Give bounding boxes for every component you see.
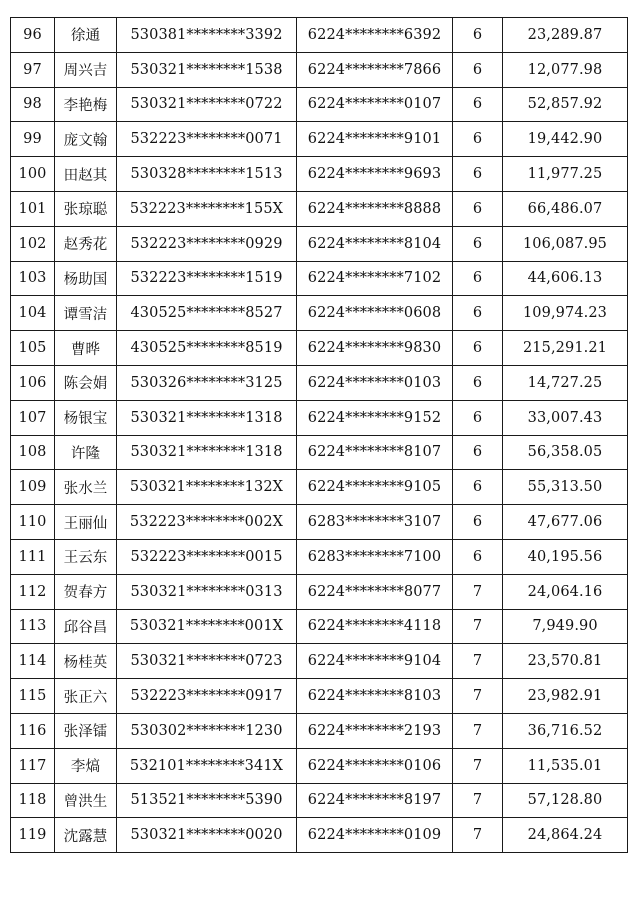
name-cell: 徐通 xyxy=(55,18,117,53)
group-cell: 6 xyxy=(453,470,503,505)
amount-cell: 23,570.81 xyxy=(503,644,628,679)
card-number-cell: 6224********0608 xyxy=(297,296,453,331)
id-number-cell: 530321********001X xyxy=(117,609,297,644)
id-number-cell: 532223********0929 xyxy=(117,226,297,261)
table-row xyxy=(11,679,628,714)
group-cell: 6 xyxy=(453,191,503,226)
card-number-cell: 6224********2193 xyxy=(297,713,453,748)
table-row xyxy=(11,609,628,644)
table-row xyxy=(11,226,628,261)
name-cell: 李熇 xyxy=(55,748,117,783)
name-cell: 张泽镭 xyxy=(55,713,117,748)
card-number-cell: 6224********8103 xyxy=(297,679,453,714)
row-number-cell: 101 xyxy=(11,191,55,226)
name-cell: 王云东 xyxy=(55,539,117,574)
name-cell: 周兴吉 xyxy=(55,52,117,87)
amount-cell: 12,077.98 xyxy=(503,52,628,87)
group-cell: 6 xyxy=(453,52,503,87)
id-number-cell: 532223********0015 xyxy=(117,539,297,574)
row-number-cell: 106 xyxy=(11,365,55,400)
card-number-cell: 6224********9105 xyxy=(297,470,453,505)
card-number-cell: 6224********9152 xyxy=(297,400,453,435)
group-cell: 6 xyxy=(453,539,503,574)
table-row xyxy=(11,818,628,853)
card-number-cell: 6224********8107 xyxy=(297,435,453,470)
table-row xyxy=(11,261,628,296)
id-number-cell: 430525********8527 xyxy=(117,296,297,331)
roster-table xyxy=(10,17,628,853)
id-number-cell: 530328********1513 xyxy=(117,157,297,192)
table-row xyxy=(11,331,628,366)
id-number-cell: 530321********132X xyxy=(117,470,297,505)
row-number-cell: 107 xyxy=(11,400,55,435)
id-number-cell: 530321********1318 xyxy=(117,435,297,470)
table-row xyxy=(11,122,628,157)
table-row xyxy=(11,400,628,435)
name-cell: 陈会娟 xyxy=(55,365,117,400)
amount-cell: 23,289.87 xyxy=(503,18,628,53)
amount-cell: 66,486.07 xyxy=(503,191,628,226)
table-row xyxy=(11,470,628,505)
table-row xyxy=(11,157,628,192)
id-number-cell: 530326********3125 xyxy=(117,365,297,400)
amount-cell: 109,974.23 xyxy=(503,296,628,331)
group-cell: 6 xyxy=(453,157,503,192)
card-number-cell: 6224********7102 xyxy=(297,261,453,296)
name-cell: 杨桂英 xyxy=(55,644,117,679)
table-row xyxy=(11,783,628,818)
id-number-cell: 530321********0722 xyxy=(117,87,297,122)
group-cell: 7 xyxy=(453,609,503,644)
id-number-cell: 430525********8519 xyxy=(117,331,297,366)
name-cell: 谭雪洁 xyxy=(55,296,117,331)
name-cell: 曹晔 xyxy=(55,331,117,366)
name-cell: 王丽仙 xyxy=(55,505,117,540)
row-number-cell: 102 xyxy=(11,226,55,261)
name-cell: 邱谷昌 xyxy=(55,609,117,644)
card-number-cell: 6224********8888 xyxy=(297,191,453,226)
id-number-cell: 532223********002X xyxy=(117,505,297,540)
amount-cell: 11,977.25 xyxy=(503,157,628,192)
id-number-cell: 530321********0020 xyxy=(117,818,297,853)
card-number-cell: 6224********4118 xyxy=(297,609,453,644)
amount-cell: 23,982.91 xyxy=(503,679,628,714)
roster-body xyxy=(11,18,628,853)
card-number-cell: 6224********8104 xyxy=(297,226,453,261)
name-cell: 张正六 xyxy=(55,679,117,714)
row-number-cell: 119 xyxy=(11,818,55,853)
amount-cell: 19,442.90 xyxy=(503,122,628,157)
group-cell: 7 xyxy=(453,783,503,818)
name-cell: 张琼聪 xyxy=(55,191,117,226)
group-cell: 6 xyxy=(453,400,503,435)
card-number-cell: 6224********0106 xyxy=(297,748,453,783)
table-row xyxy=(11,505,628,540)
table-row xyxy=(11,435,628,470)
table-row xyxy=(11,748,628,783)
card-number-cell: 6224********9101 xyxy=(297,122,453,157)
id-number-cell: 513521********5390 xyxy=(117,783,297,818)
amount-cell: 14,727.25 xyxy=(503,365,628,400)
card-number-cell: 6224********0103 xyxy=(297,365,453,400)
group-cell: 7 xyxy=(453,818,503,853)
group-cell: 7 xyxy=(453,644,503,679)
table-row xyxy=(11,644,628,679)
card-number-cell: 6224********0109 xyxy=(297,818,453,853)
row-number-cell: 118 xyxy=(11,783,55,818)
group-cell: 6 xyxy=(453,435,503,470)
amount-cell: 57,128.80 xyxy=(503,783,628,818)
row-number-cell: 105 xyxy=(11,331,55,366)
group-cell: 7 xyxy=(453,748,503,783)
card-number-cell: 6224********7866 xyxy=(297,52,453,87)
amount-cell: 40,195.56 xyxy=(503,539,628,574)
row-number-cell: 97 xyxy=(11,52,55,87)
card-number-cell: 6224********8077 xyxy=(297,574,453,609)
table-row xyxy=(11,87,628,122)
id-number-cell: 532101********341X xyxy=(117,748,297,783)
table-row xyxy=(11,18,628,53)
card-number-cell: 6283********3107 xyxy=(297,505,453,540)
id-number-cell: 530321********0313 xyxy=(117,574,297,609)
amount-cell: 52,857.92 xyxy=(503,87,628,122)
group-cell: 6 xyxy=(453,261,503,296)
amount-cell: 24,864.24 xyxy=(503,818,628,853)
table-row xyxy=(11,365,628,400)
group-cell: 6 xyxy=(453,365,503,400)
row-number-cell: 108 xyxy=(11,435,55,470)
row-number-cell: 109 xyxy=(11,470,55,505)
card-number-cell: 6224********6392 xyxy=(297,18,453,53)
amount-cell: 55,313.50 xyxy=(503,470,628,505)
table-row xyxy=(11,713,628,748)
amount-cell: 33,007.43 xyxy=(503,400,628,435)
card-number-cell: 6224********9104 xyxy=(297,644,453,679)
id-number-cell: 530321********1318 xyxy=(117,400,297,435)
group-cell: 6 xyxy=(453,122,503,157)
card-number-cell: 6224********8197 xyxy=(297,783,453,818)
id-number-cell: 532223********0917 xyxy=(117,679,297,714)
group-cell: 7 xyxy=(453,574,503,609)
row-number-cell: 115 xyxy=(11,679,55,714)
row-number-cell: 113 xyxy=(11,609,55,644)
group-cell: 6 xyxy=(453,226,503,261)
table-row xyxy=(11,52,628,87)
name-cell: 张水兰 xyxy=(55,470,117,505)
amount-cell: 36,716.52 xyxy=(503,713,628,748)
name-cell: 杨银宝 xyxy=(55,400,117,435)
amount-cell: 11,535.01 xyxy=(503,748,628,783)
card-number-cell: 6224********0107 xyxy=(297,87,453,122)
id-number-cell: 530381********3392 xyxy=(117,18,297,53)
id-number-cell: 530321********0723 xyxy=(117,644,297,679)
group-cell: 6 xyxy=(453,296,503,331)
group-cell: 7 xyxy=(453,713,503,748)
name-cell: 田赵其 xyxy=(55,157,117,192)
amount-cell: 7,949.90 xyxy=(503,609,628,644)
amount-cell: 47,677.06 xyxy=(503,505,628,540)
card-number-cell: 6224********9830 xyxy=(297,331,453,366)
name-cell: 沈露慧 xyxy=(55,818,117,853)
row-number-cell: 110 xyxy=(11,505,55,540)
table-row xyxy=(11,191,628,226)
name-cell: 许隆 xyxy=(55,435,117,470)
amount-cell: 215,291.21 xyxy=(503,331,628,366)
group-cell: 6 xyxy=(453,87,503,122)
card-number-cell: 6224********9693 xyxy=(297,157,453,192)
row-number-cell: 114 xyxy=(11,644,55,679)
row-number-cell: 104 xyxy=(11,296,55,331)
name-cell: 李艳梅 xyxy=(55,87,117,122)
row-number-cell: 117 xyxy=(11,748,55,783)
id-number-cell: 530302********1230 xyxy=(117,713,297,748)
row-number-cell: 100 xyxy=(11,157,55,192)
amount-cell: 106,087.95 xyxy=(503,226,628,261)
name-cell: 庞文翰 xyxy=(55,122,117,157)
group-cell: 6 xyxy=(453,18,503,53)
group-cell: 7 xyxy=(453,679,503,714)
id-number-cell: 530321********1538 xyxy=(117,52,297,87)
name-cell: 赵秀花 xyxy=(55,226,117,261)
row-number-cell: 98 xyxy=(11,87,55,122)
row-number-cell: 111 xyxy=(11,539,55,574)
table-row xyxy=(11,296,628,331)
id-number-cell: 532223********1519 xyxy=(117,261,297,296)
row-number-cell: 99 xyxy=(11,122,55,157)
amount-cell: 56,358.05 xyxy=(503,435,628,470)
amount-cell: 24,064.16 xyxy=(503,574,628,609)
id-number-cell: 532223********155X xyxy=(117,191,297,226)
group-cell: 6 xyxy=(453,331,503,366)
name-cell: 贺春方 xyxy=(55,574,117,609)
id-number-cell: 532223********0071 xyxy=(117,122,297,157)
row-number-cell: 103 xyxy=(11,261,55,296)
table-row xyxy=(11,539,628,574)
group-cell: 6 xyxy=(453,505,503,540)
row-number-cell: 96 xyxy=(11,18,55,53)
card-number-cell: 6283********7100 xyxy=(297,539,453,574)
name-cell: 杨助国 xyxy=(55,261,117,296)
name-cell: 曾洪生 xyxy=(55,783,117,818)
row-number-cell: 112 xyxy=(11,574,55,609)
table-row xyxy=(11,574,628,609)
amount-cell: 44,606.13 xyxy=(503,261,628,296)
row-number-cell: 116 xyxy=(11,713,55,748)
